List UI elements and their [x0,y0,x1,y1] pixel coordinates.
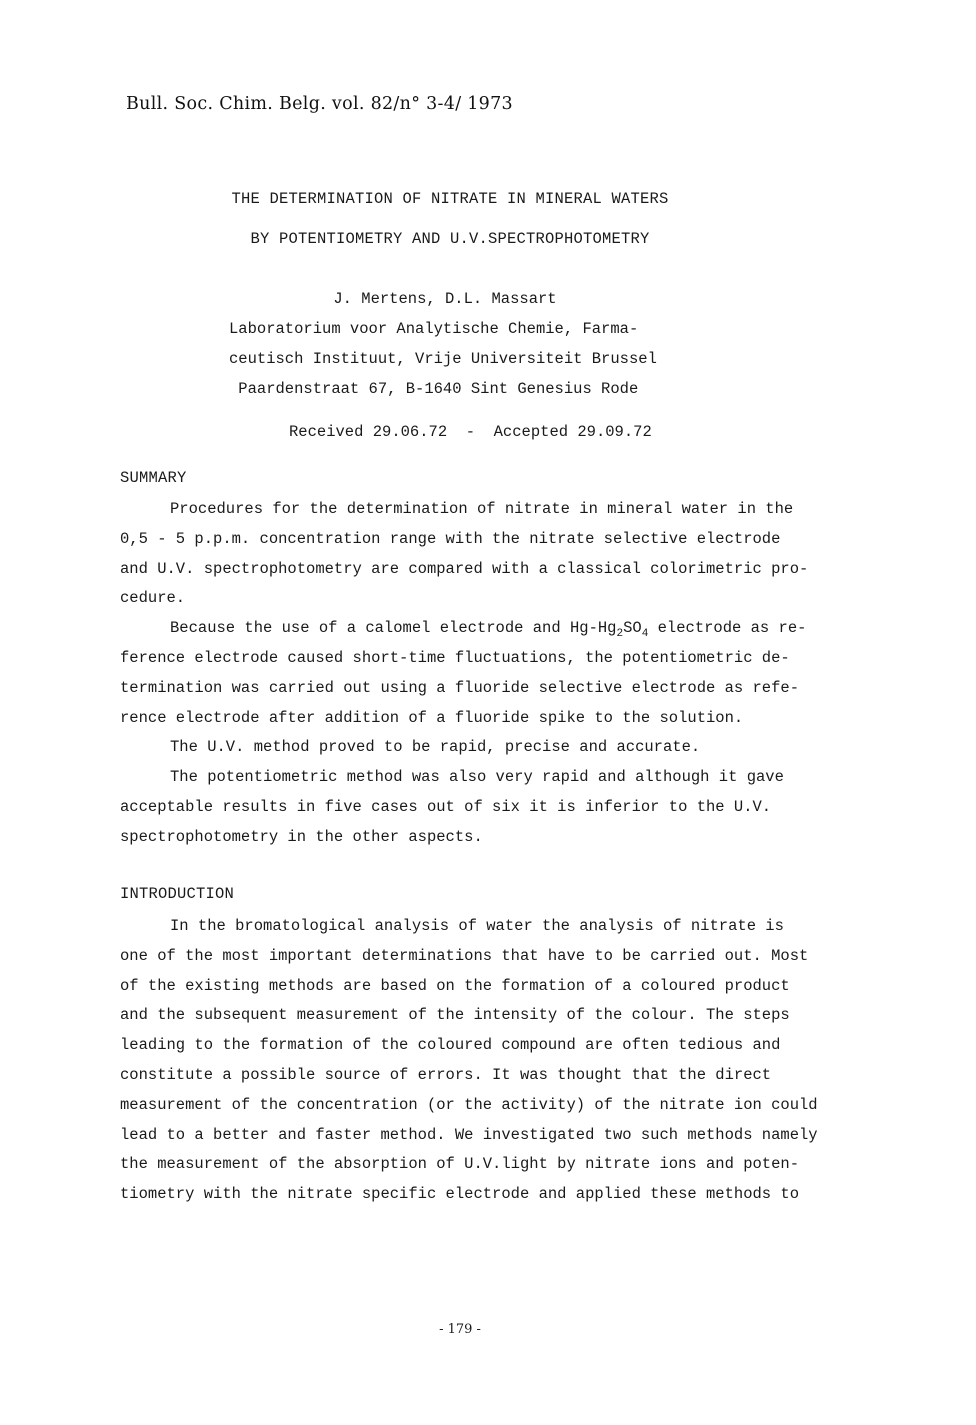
paper-title-line-2: BY POTENTIOMETRY AND U.V.SPECTROPHOTOMETRY [250,230,650,248]
paper-title-line-1: THE DETERMINATION OF NITRATE IN MINERAL WATERS [231,190,669,208]
introduction-heading: INTRODUCTION [120,885,235,903]
introduction-line: the measurement of the absorption of U.V.light by nitrate ions and poten- [120,1155,800,1173]
subscript: 2 [616,628,624,640]
summary-text: electrode as re- [648,619,807,637]
summary-line: The potentiometric method was also very rapid and although it gave [170,768,784,786]
summary-line: Procedures for the determination of nitrate in mineral water in the [170,500,794,518]
introduction-line: tiometry with the nitrate specific electrode and applied these methods to [120,1185,800,1203]
journal-citation: Bull. Soc. Chim. Belg. vol. 82/n° 3-4/ 1973 [126,94,513,114]
summary-line: 0,5 - 5 p.p.m. concentration range with the nitrate selective electrode [120,530,781,548]
summary-line: and U.V. spectrophotometry are compared with a classical colorimetric pro- [120,560,809,578]
introduction-line: constitute a possible source of errors. It was thought that the direct [120,1066,772,1084]
introduction-line: of the existing methods are based on the formation of a coloured product [120,977,790,995]
summary-line-formula [170,618,806,638]
summary-line: termination was carried out using a fluoride selective electrode as refe- [120,679,800,697]
summary-line: acceptable results in five cases out of six it is inferior to the U.V. [120,798,772,816]
summary-line: cedure. [120,589,186,607]
affiliation-line: Paardenstraat 67, B-1640 Sint Genesius Rode [229,380,639,398]
summary-text: SO [623,619,642,637]
page-number: - 179 - [439,1322,481,1337]
affiliation-line: ceutisch Instituut, Vrije Universiteit Brussel [229,350,657,368]
subscript: 4 [641,628,649,640]
summary-line: spectrophotometry in the other aspects. [120,828,483,846]
introduction-line: In the bromatological analysis of water the analysis of nitrate is [170,917,784,935]
received-accepted-dates: Received 29.06.72 - Accepted 29.09.72 [289,423,652,441]
introduction-line: leading to the formation of the coloured compound are often tedious and [120,1036,781,1054]
summary-line: The U.V. method proved to be rapid, precise and accurate. [170,738,701,756]
summary-heading: SUMMARY [120,469,187,487]
affiliation-line: Laboratorium voor Analytische Chemie, Farma- [229,320,639,338]
summary-text: Because the use of a calomel electrode and Hg-Hg [170,619,617,637]
introduction-line: measurement of the concentration (or the activity) of the nitrate ion could [120,1096,818,1114]
introduction-line: lead to a better and faster method. We investigated two such methods namely [120,1126,818,1144]
affiliation [229,314,679,404]
summary-line: rence electrode after addition of a fluoride spike to the solution. [120,709,744,727]
summary-line: ference electrode caused short-time fluctuations, the potentiometric de- [120,649,790,667]
authors: J. Mertens, D.L. Massart [333,290,557,308]
introduction-line: one of the most important determinations that have to be carried out. Most [120,947,809,965]
introduction-line: and the subsequent measurement of the intensity of the colour. The steps [120,1006,790,1024]
